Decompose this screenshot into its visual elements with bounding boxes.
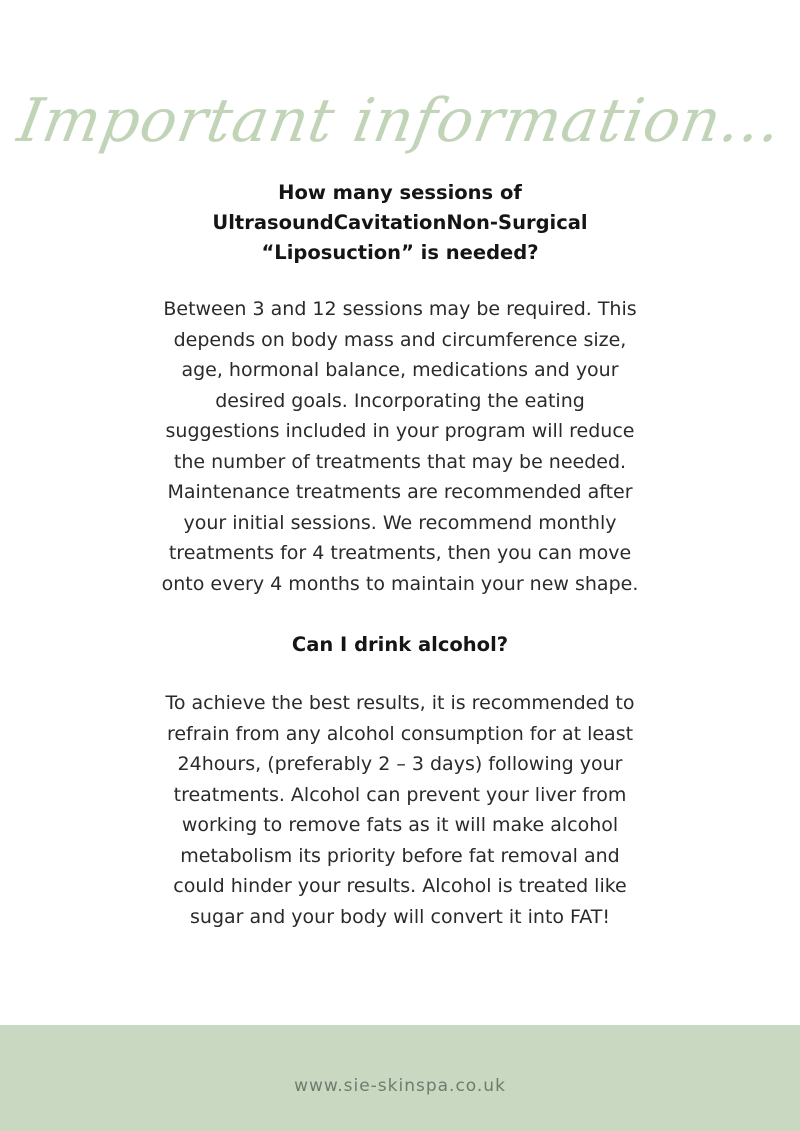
footer-website-link[interactable]: www.sie-skinspa.co.uk	[294, 1076, 506, 1096]
section-body-sessions: Between 3 and 12 sessions may be required. This depends on body mass and circumference size, age, hormonal balance, medications and your desired goals. Incorporating the eating suggestions included in your program will reduce the number of treatments that may be needed. Maintenance treatments are recommended after your initial sessions. We recommend monthly treatments for 4 treatments, then you can move onto every 4 months to maintain your new shape.	[161, 298, 639, 595]
footer-band	[0, 1025, 800, 1131]
section-body-alcohol: To achieve the best results, it is recommended to refrain from any alcohol consumption for at least 24hours, (preferably 2 – 3 days) following your treatments. Alcohol can prevent your liver from working to remove fats as it will make alcohol metabolism its priority before fat removal and could hinder your results. Alcohol is treated like sugar and your body will convert it into FAT!	[165, 692, 635, 928]
section-heading-sessions: How many sessions of UltrasoundCavitationNon-Surgical “Liposuction” is needed?	[212, 181, 588, 264]
page-title: Important information...	[12, 86, 788, 156]
section-heading-alcohol: Can I drink alcohol?	[291, 633, 509, 656]
